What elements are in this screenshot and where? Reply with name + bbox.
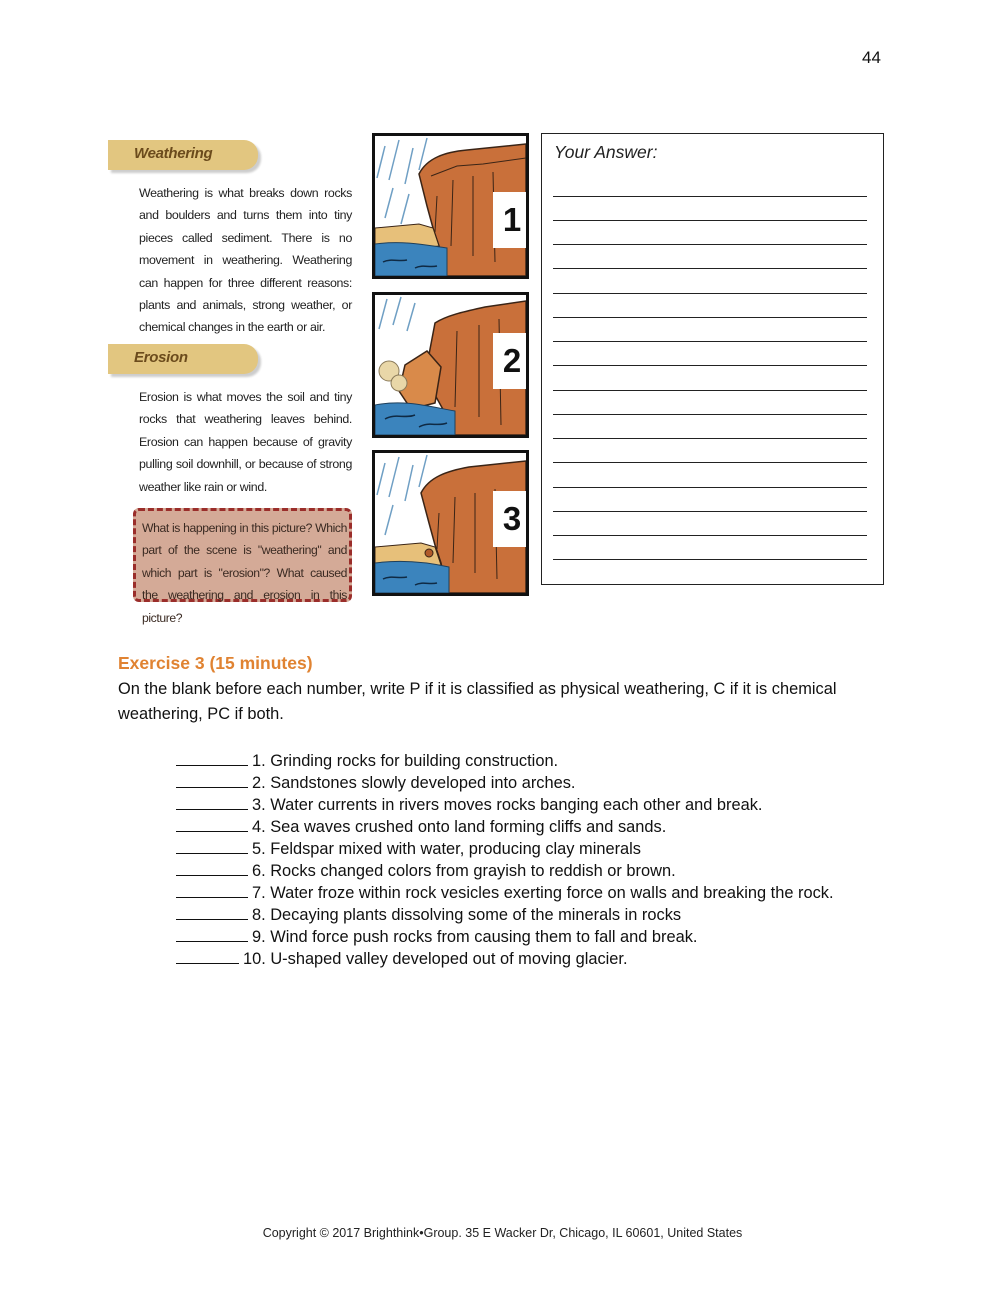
exercise-item [176, 816, 666, 837]
answer-line[interactable] [553, 535, 867, 536]
item-text: 10. U-shaped valley developed out of moving glacier. [243, 950, 628, 968]
weathering-heading-tab [108, 140, 258, 170]
answer-line[interactable] [553, 220, 867, 221]
erosion-text: Erosion is what moves the soil and tiny rocks that weathering leaves behind. Erosion can happen because of gravity pulling soil downhill, or because of strong weather like rain or wind. [139, 390, 352, 494]
answer-line[interactable] [553, 317, 867, 318]
erosion-heading-tab [108, 344, 258, 374]
item-text: 6. Rocks changed colors from grayish to reddish or brown. [252, 862, 676, 880]
item-text: 9. Wind force push rocks from causing them to fall and break. [252, 928, 698, 946]
item-text: 5. Feldspar mixed with water, producing clay minerals [252, 840, 641, 858]
answer-blank[interactable] [176, 904, 248, 920]
question-text: What is happening in this picture? Which part of the scene is "weathering" and which part is "erosion"? What caused the weathering and erosion in this picture? [142, 521, 347, 625]
answer-line[interactable] [553, 365, 867, 366]
exercise-instructions: On the blank before each number, write P if it is classified as physical weathering, C if it is chemical weathering, PC if both. [118, 680, 837, 723]
exercise-item [176, 948, 628, 969]
answer-line[interactable] [553, 390, 867, 391]
exercise-item [176, 926, 698, 947]
weathering-heading: Weathering [134, 145, 213, 162]
panel-number-box [493, 333, 529, 389]
panel-number: 1 [502, 201, 522, 238]
illustration-panel-1 [372, 133, 529, 279]
answer-line[interactable] [553, 244, 867, 245]
exercise-item [176, 794, 762, 815]
exercise-item [176, 772, 575, 793]
erosion-heading: Erosion [134, 349, 188, 366]
answer-blank[interactable] [176, 772, 248, 788]
answer-line[interactable] [553, 559, 867, 560]
illustration-panel-2 [372, 292, 529, 438]
panel-number: 3 [502, 500, 522, 537]
answer-blank[interactable] [176, 794, 248, 810]
answer-line[interactable] [553, 511, 867, 512]
item-text: 8. Decaying plants dissolving some of the minerals in rocks [252, 906, 682, 924]
item-text: 2. Sandstones slowly developed into arches. [252, 774, 576, 792]
answer-line[interactable] [553, 462, 867, 463]
exercise-item [176, 838, 641, 859]
answer-line[interactable] [553, 414, 867, 415]
answer-line[interactable] [553, 196, 867, 197]
answer-label: Your Answer: [554, 142, 658, 162]
answer-line[interactable] [553, 487, 867, 488]
weathering-text: Weathering is what breaks down rocks and boulders and turns them into tiny pieces called sediment. There is no movement in weathering. Weathering can happen for three different reasons: plants and animals, strong weather, or chemical changes in the earth or air. [139, 186, 352, 335]
answer-line[interactable] [553, 438, 867, 439]
item-text: 1. Grinding rocks for building construction. [252, 752, 559, 770]
answer-blank[interactable] [176, 750, 248, 766]
exercise-item [176, 860, 676, 881]
exercise-item [176, 882, 834, 903]
answer-line[interactable] [553, 293, 867, 294]
answer-line[interactable] [553, 341, 867, 342]
page-number: 44 [862, 48, 881, 67]
item-text: 3. Water currents in rivers moves rocks banging each other and break. [252, 796, 763, 814]
exercise-title: Exercise 3 (15 minutes) [118, 653, 313, 673]
answer-box[interactable] [541, 133, 884, 585]
answer-blank[interactable] [176, 882, 248, 898]
exercise-item [176, 904, 681, 925]
footer-copyright: Copyright © 2017 Brighthink•Group. 35 E Wacker Dr, Chicago, IL 60601, United States [262, 1226, 743, 1240]
answer-blank[interactable] [176, 816, 248, 832]
item-text: 4. Sea waves crushed onto land forming cliffs and sands. [252, 818, 667, 836]
question-box [133, 508, 352, 625]
answer-blank[interactable] [176, 948, 239, 964]
panel-number-box [493, 192, 529, 248]
answer-blank[interactable] [176, 860, 248, 876]
item-text: 7. Water froze within rock vesicles exerting force on walls and breaking the rock. [252, 884, 834, 902]
answer-blank[interactable] [176, 926, 248, 942]
illustration-panel-3 [372, 450, 529, 596]
panel-number: 2 [502, 342, 522, 379]
answer-line[interactable] [553, 268, 867, 269]
answer-blank[interactable] [176, 838, 248, 854]
exercise-item [176, 750, 558, 771]
panel-number-box [493, 491, 529, 547]
